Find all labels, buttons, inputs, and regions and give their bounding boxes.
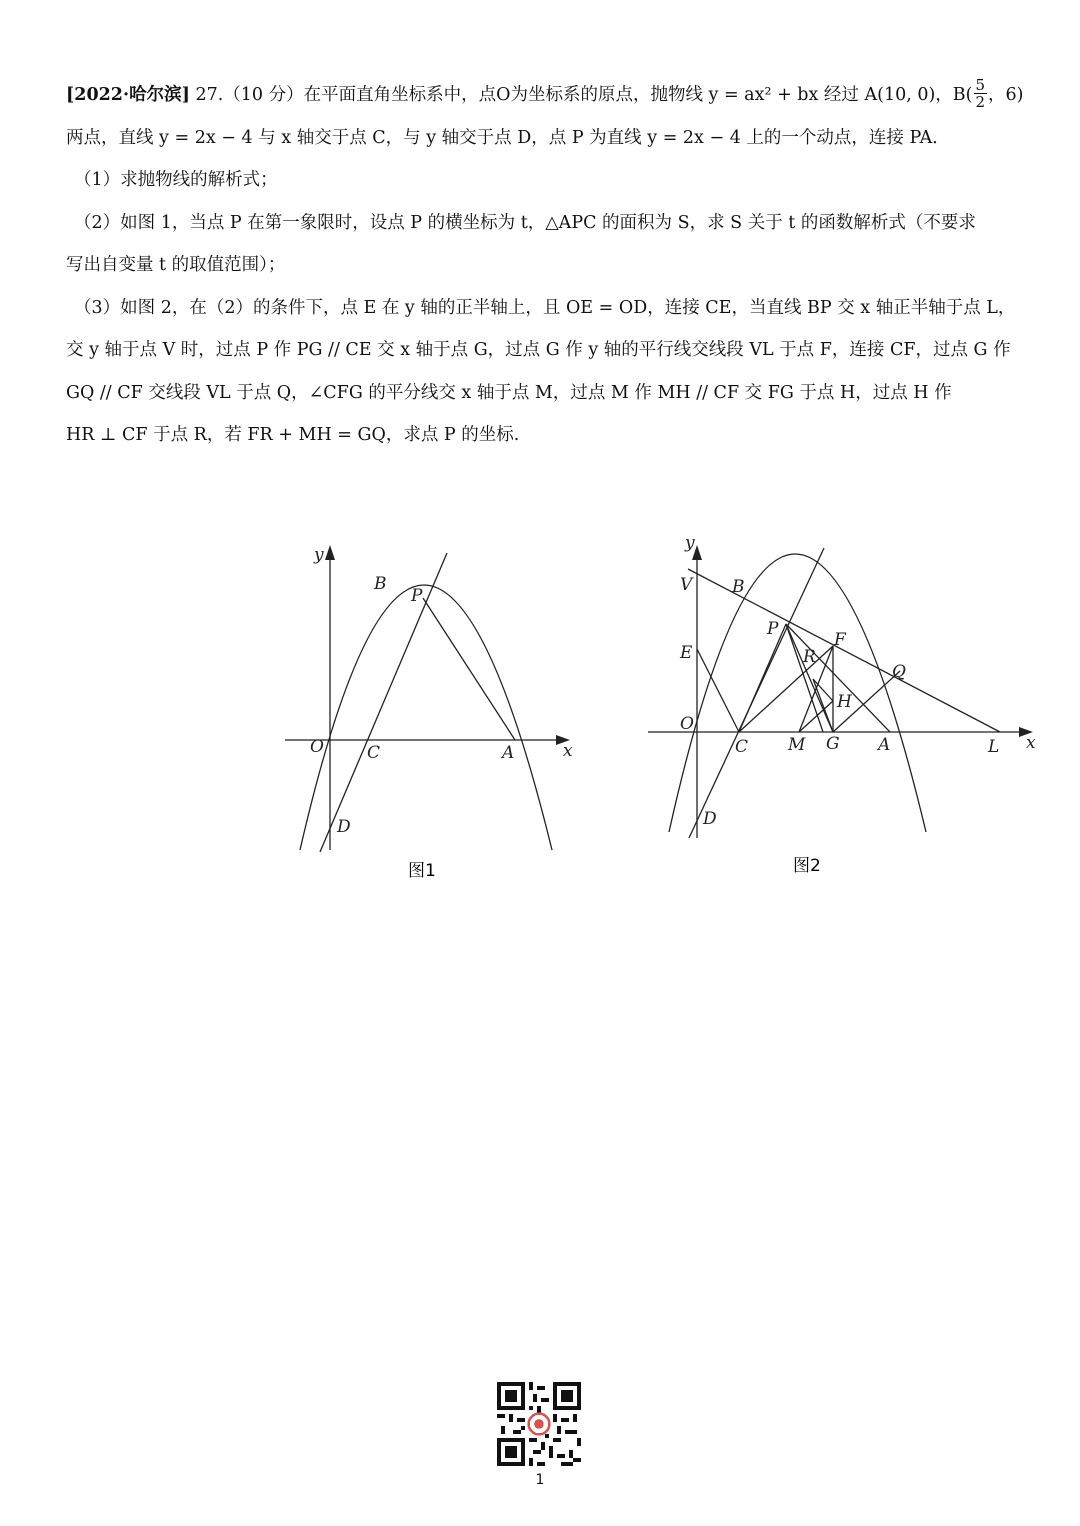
- fig2-label-x: x: [1026, 733, 1036, 753]
- question-2: （2）如图 1，当点 P 在第一象限时，设点 P 的横坐标为 t，△APC 的面积为 S，求 S 关于 t 的函数解析式（不要求: [74, 212, 976, 233]
- fig2-label-q: Q: [892, 662, 906, 682]
- fig1-label-y: y: [314, 545, 324, 565]
- fraction-numerator: 5: [975, 76, 986, 94]
- question-2-cont: 写出自变量 t 的取值范围）；: [66, 255, 286, 275]
- fig2-label-f: F: [834, 630, 846, 650]
- fig2-caption: 图2: [793, 856, 821, 876]
- fig2-label-r: R: [803, 647, 816, 667]
- fig2-label-v: V: [680, 575, 693, 595]
- fig2-segment-ec: [697, 649, 739, 732]
- question-3-cont-1: 交 y 轴于点 V 时，过点 P 作 PG // CE 交 x 轴于点 G，过点 G 作 y 轴的平行线交线段 VL 于点 F，连接 CF，过点 G 作: [66, 340, 1011, 360]
- fig1-label-a: A: [502, 743, 515, 763]
- fig2-label-c: C: [735, 737, 749, 757]
- fig1-label-c: C: [367, 743, 381, 763]
- fig2-label-o: O: [680, 714, 694, 734]
- fig2-label-m: M: [788, 735, 806, 755]
- fig2-label-y: y: [685, 533, 695, 553]
- fig2-segment-rg: [813, 679, 833, 732]
- question-3-cont-3: HR ⊥ CF 于点 R，若 FR + MH = GQ，求点 P 的坐标.: [66, 425, 520, 445]
- fig2-label-p: P: [767, 619, 779, 639]
- question-3-cont-2: GQ // CF 交线段 VL 于点 Q，∠CFG 的平分线交 x 轴于点 M，过点 M 作 MH // CF 交 FG 于点 H，过点 H 作: [66, 382, 952, 403]
- fig2-parabola: [669, 554, 926, 832]
- problem-line-1-text: 27.（10 分）在平面直角坐标系中，点O为坐标系的原点，抛物线 y = ax² + bx 经过 A(10, 0)，B(: [195, 85, 973, 105]
- fig2-label-a: A: [878, 735, 891, 755]
- question-3: （3）如图 2，在（2）的条件下，点 E 在 y 轴的正半轴上，且 OE = OD，连接 CE，当直线 BP 交 x 轴正半轴于点 L，: [74, 297, 1016, 318]
- fig2-label-d: D: [703, 809, 717, 829]
- page-number: 1: [535, 1472, 545, 1488]
- fig2-segment-cp: [739, 624, 786, 732]
- fig1-label-o: O: [310, 737, 324, 757]
- fraction-denominator: 2: [975, 93, 986, 111]
- fig2-label-g: G: [826, 734, 840, 754]
- fig1-label-b: B: [374, 574, 387, 594]
- fig1-label-x: x: [563, 741, 573, 761]
- fig2-segment-pg: [786, 624, 833, 732]
- fig1-label-d: D: [337, 817, 351, 837]
- fig2-label-l: L: [988, 737, 1000, 757]
- qr-code-image: [497, 1382, 581, 1466]
- problem-source: [2022·哈尔滨]: [66, 85, 190, 105]
- fig2-label-h: H: [837, 692, 852, 712]
- fig2-segment-pm: [786, 624, 823, 732]
- fig2-label-b: B: [732, 577, 745, 597]
- fig1-caption: 图1: [408, 861, 436, 881]
- fig1-label-p: P: [411, 586, 423, 606]
- problem-line-2: 两点，直线 y = 2x − 4 与 x 轴交于点 C，与 y 轴交于点 D，点 P 为直线 y = 2x − 4 上的一个动点，连接 PA．: [66, 127, 950, 148]
- fig2-label-e: E: [680, 643, 693, 663]
- point-b-tail: ，6): [988, 85, 1024, 105]
- question-1: （1）求抛物线的解析式；: [74, 170, 278, 190]
- fig2-segment-mh: [799, 701, 833, 732]
